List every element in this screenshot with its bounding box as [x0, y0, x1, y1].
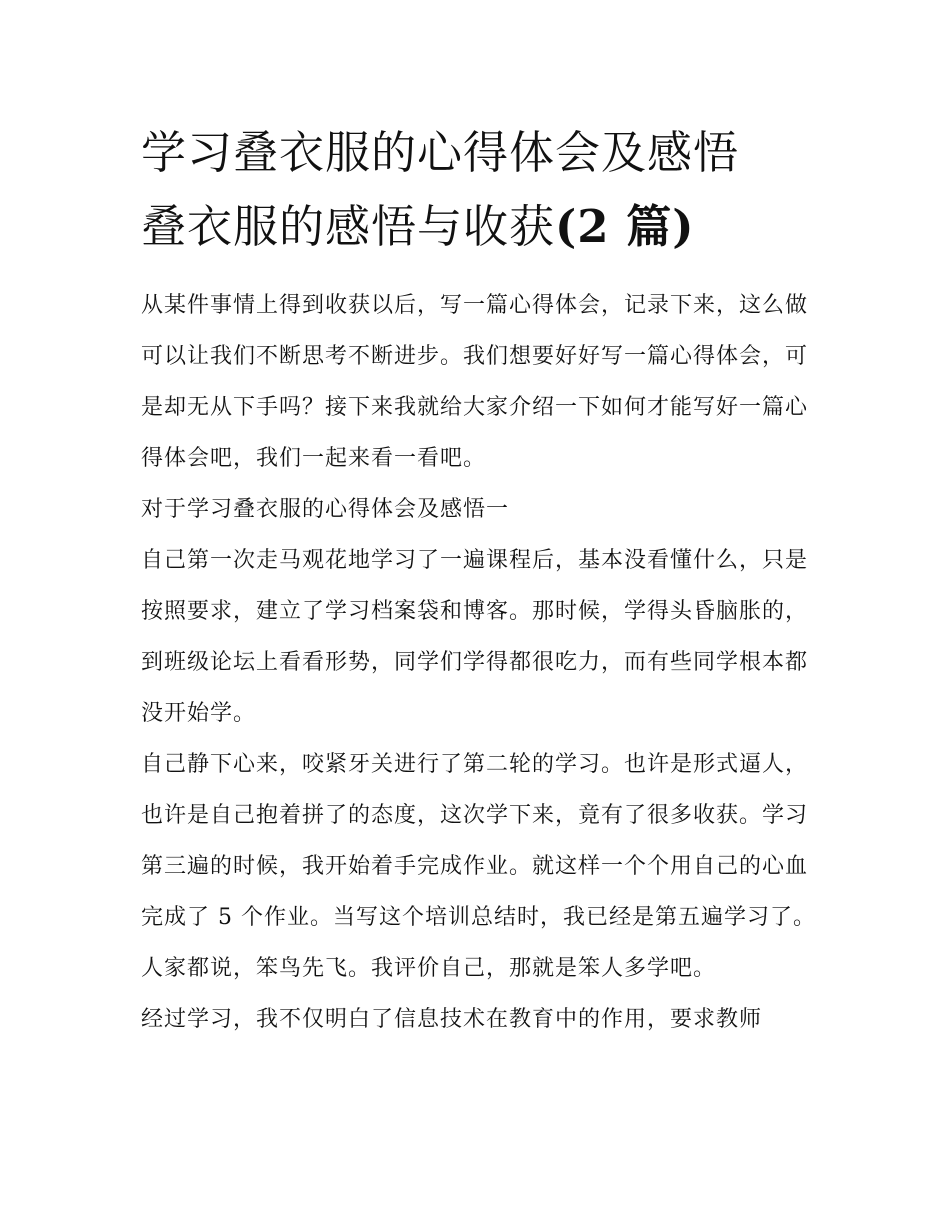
title-line-2 [141, 190, 831, 264]
document-body [141, 280, 816, 1045]
title-line-2-text: 叠衣服的感悟与收获 [141, 200, 556, 253]
paragraph-intro: 从某件事情上得到收获以后，写一篇心得体会，记录下来，这么做可以让我们不断思考不断进步。我们想要好好写一篇心得体会，可是却无从下手吗？接下来我就给大家介绍一下如何才能写好一篇心得体会吧，我们一起来看一看吧。 [141, 293, 809, 471]
title-line-1: 学习叠衣服的心得体会及感悟 [141, 126, 740, 179]
paragraph-second-study: 自己静下心来，咬紧牙关进行了第二轮的学习。也许是形式逼人，也许是自己抱着拼了的态度，这次学下来，竟有了很多收获。学习第三遍的时候，我开始着手完成作业。就这样一个个用自己的心血完成了 5 个作业。当写这个培训总结时，我已经是第五遍学习了。人家都说，笨鸟先飞。我评价自己，那就是笨人多学吧。 [141, 752, 816, 981]
document-title [141, 116, 831, 264]
paragraph-first-study: 自己第一次走马观花地学习了一遍课程后，基本没看懂什么，只是按照要求，建立了学习档案袋和博客。那时候，学得头昏脑胀的，到班级论坛上看看形势，同学们学得都很吃力，而有些同学根本都没开始学。 [141, 548, 809, 726]
section-heading: 对于学习叠衣服的心得体会及感悟一 [141, 497, 510, 522]
title-count: (2 篇) [555, 200, 695, 253]
paragraph-conclusion: 经过学习，我不仅明白了信息技术在教育中的作用，要求教师 [141, 1007, 763, 1032]
